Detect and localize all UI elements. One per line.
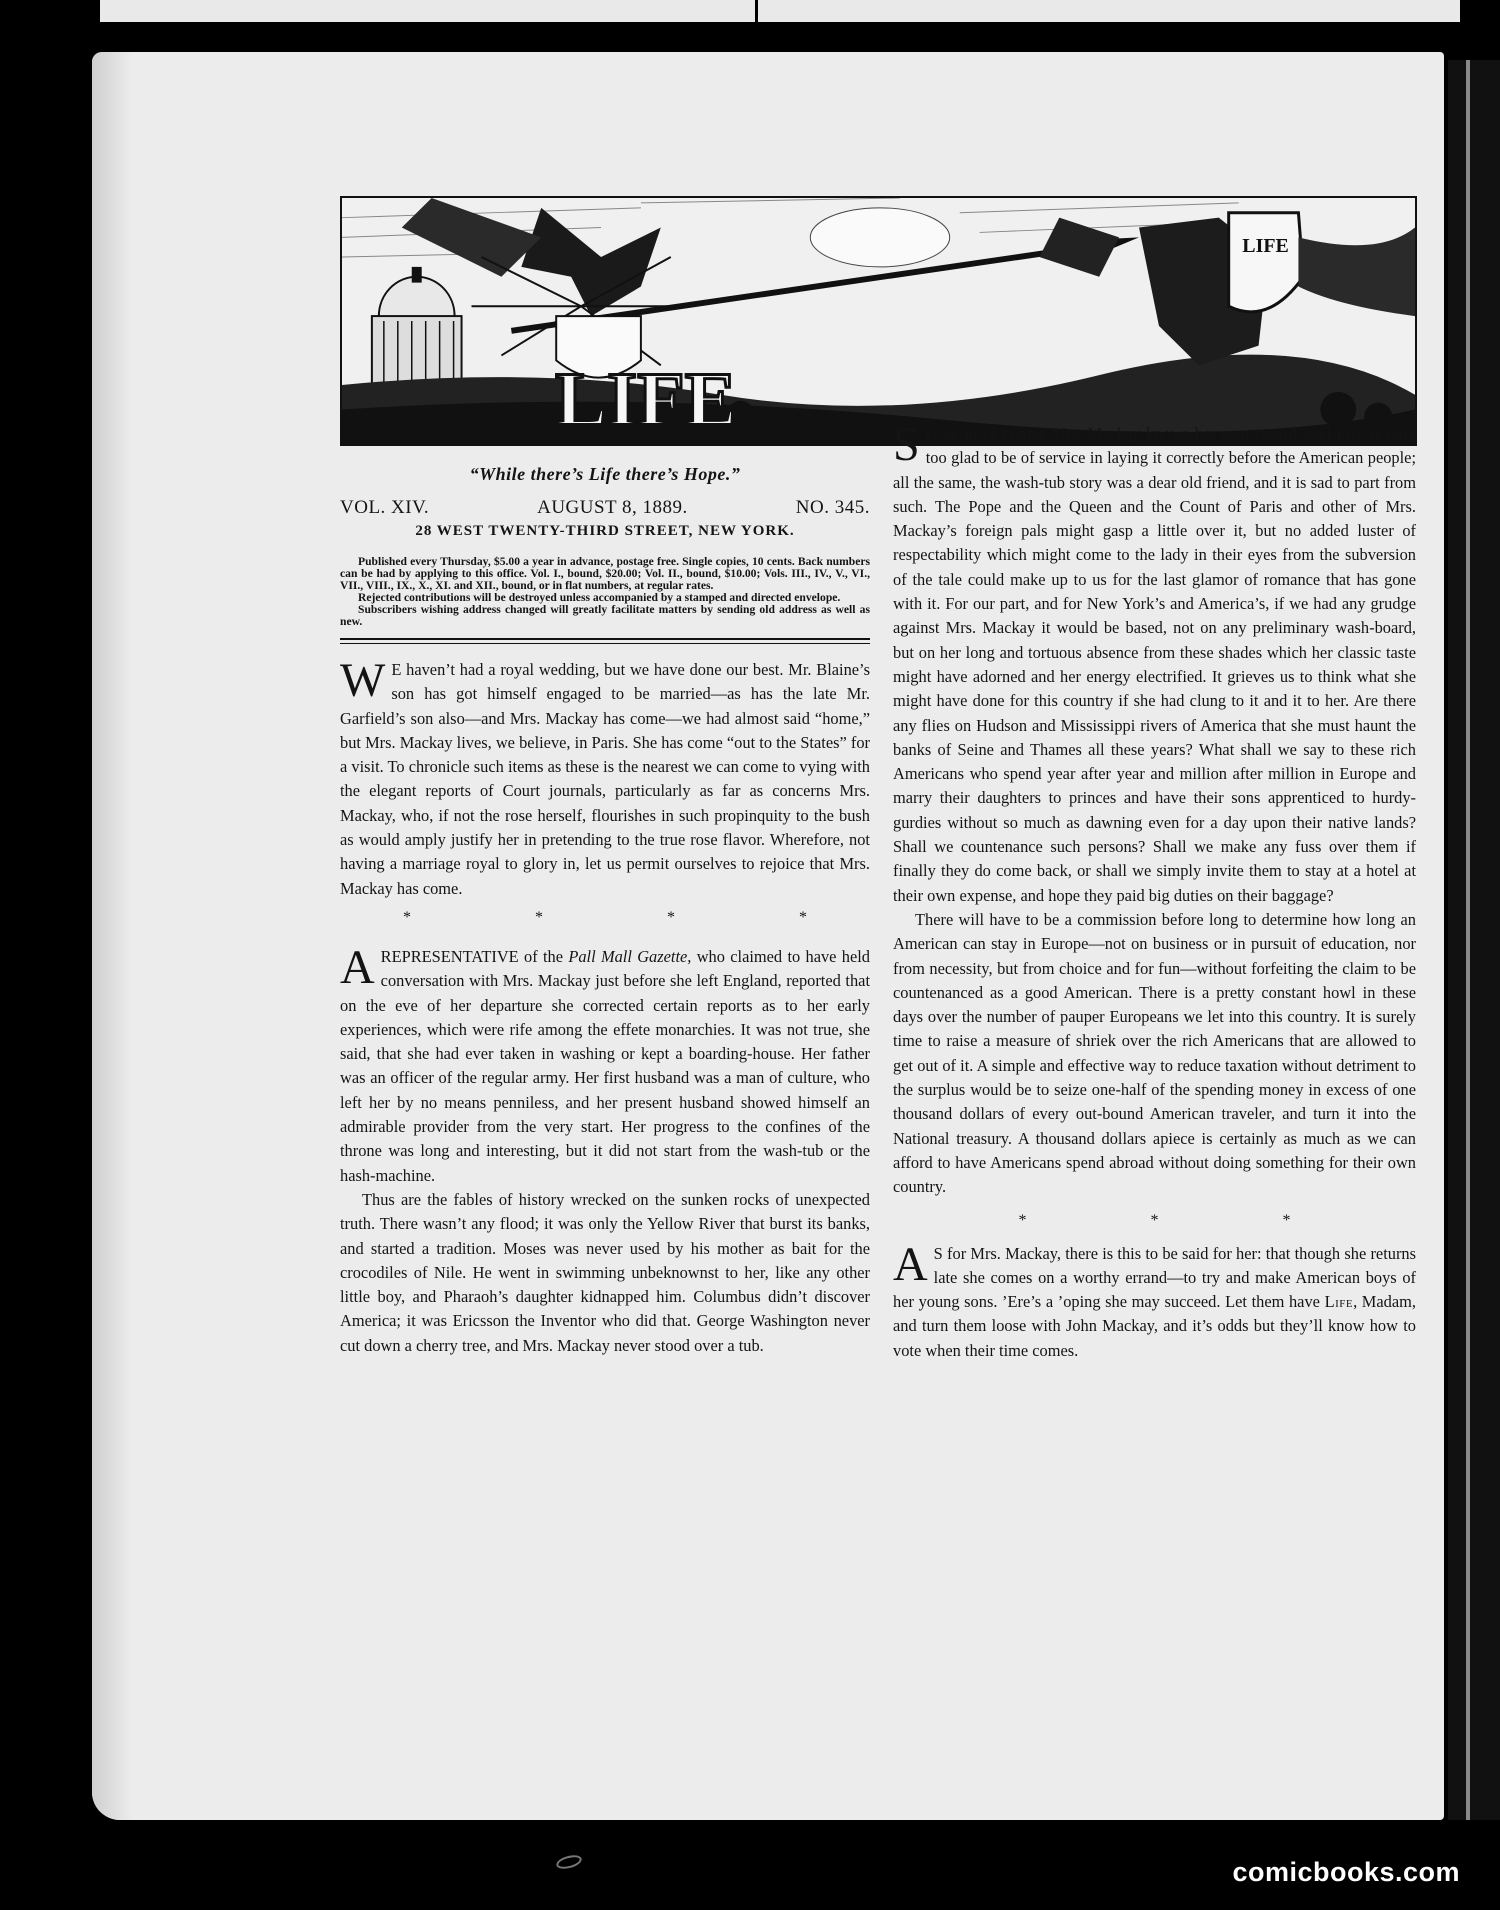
notice-paragraph: Rejected contributions will be destroyed unless accompanied by a stamped and directed envelope. [358,591,841,604]
binding-edge [1448,60,1500,1820]
drop-cap: S [893,418,920,471]
masthead-illustration [340,196,1417,446]
life-logo: LIFE [555,355,737,442]
article-pall-mall [340,940,870,1358]
publication-name: Pall Mall Gazette, [568,946,692,966]
article-lead: S for Mrs. Mackay, there is this to be said for her: that though she returns late she comes on a worthy errand—to try and make American boys of her young sons. ’Ere’s a ’oping she may succeed. Let them have [893,1243,1416,1312]
article-text: is only too glad to be of service in laying it correctly before the American people; all the same, the wash-tub story was a dear old friend, and it is sad to part from such. The Pope and the Queen and the Count of Paris and other of Mrs. Mackay’s foreign pals might gasp a little over it, but no added luster of respectability which might come to the lady in their eyes from the subversion of the tale could make up to us for the last glamor of romance that has gone with it. For our part, and for New York’s and America’s, if we had any grudge against Mrs. Mackay it would be based, not on any preliminary wash-board, but on her long and tortuous absence from these shades which her classic taste might have adorned and her energy electrified. It grieves us to think what she might have done for this country if she had clung to it and it to her. Are there any flies on Hudson and Mississippi rivers of America that she must haunt the banks of Seine and Thames all these years? What shall we say to these rich Americans who spend year after year and million after million in Europe and marry their daughters to princes and have their sons apprenticed to hurdy-gurdies without so much as dawning even for a day upon their native lands? Shall we countenance such persons? Shall we make any fuss over them if finally they do come back, or shall we simply invite them to stay at a hotel at their own expense, and hope they paid big duties on their baggage? [893,424,1416,905]
page-fold-line [755,0,758,22]
page-smudge [555,1853,583,1871]
notice-paragraph: Subscribers wishing address changed will greatly facilitate matters by sending old address as well as new. [340,603,870,628]
life-reference: Life [1336,424,1365,443]
article-paragraph [893,1237,1416,1363]
section-separator: * * * * [403,908,867,926]
article-lead: O be it; of course Mrs. Mackay knows her own record, and [925,424,1337,443]
article-young-sons [893,1237,1416,1363]
motto: “While there’s Life there’s Hope.” [469,464,741,484]
article-paragraph [340,940,870,1188]
left-column [340,454,870,1358]
section-separator: * * * [1018,1211,1351,1229]
drop-cap: A [893,1237,928,1291]
drop-cap: A [340,940,375,994]
article-paragraph: There will have to be a commission before long to determine how long an American can stay in Europe—not on business or in pursuit of education, nor from necessity, but from choice and for fun—without forfeiting the claim to be countenanced as a good American. There is a pretty constant howl in these days over the number of pauper Europeans we let into this country. It is surely time to raise a measure of shriek over the rich Americans that are allowed to get out of it. A simple and effective way to reduce taxation without detriment to the surplus would be to seize one-half of the spending money in excess of one thousand dollars of every out-bound American traveler, and turn it into the National treasury. A thousand dollars apiece is certainly as much as we can afford to have Americans spend abroad without doing something for their own country. [893,909,1416,1197]
dateline [340,497,870,519]
article-text: who claimed to have held conversation with Mrs. Mackay just before she left England, reported that on the eve of her departure she corrected certain reports as to her early experiences, which were rife among the effete monarchies. It was not true, she said, that she had ever taken in washing or kept a boarding-house. Her father was an officer of the regular army. Her first husband was a man of culture, who left her by no means penniless, and her present husband showed himself an admirable provider from the very start. Her progress to the confines of the throne was long and interesting, but it did not start from the wash-tub or the hash-machine. [340,946,870,1185]
issue-date: AUGUST 8, 1889. [537,497,688,518]
masthead-engraving [342,198,1415,444]
publisher-address: 28 WEST TWENTY-THIRD STREET, NEW YORK. [415,523,795,539]
volume-number: VOL. XIV. [340,497,430,518]
section-rule [340,638,870,644]
article-paragraph [340,654,870,901]
article-so-be-it [893,418,1416,1200]
page-shadow [92,52,132,1820]
article-paragraph [893,418,1416,908]
article-paragraph: Thus are the fables of history wrecked on the sunken rocks of unexpected truth. There wasn’t any flood; it was only the Yellow River that burst its banks, and started a tradition. Moses was never used by his mother as bait for the crocodiles of Nile. He went in swimming unbeknownst to her, like any other little boy, and Pharaoh’s daughter kidnapped him. Columbus didn’t discover America; it was Ericsson the Inventor who did that. George Washington never cut down a cherry tree, and Mrs. Mackay never stood over a tub. [340,1189,870,1355]
article-royal-wedding [340,654,870,901]
drop-cap: W [340,654,386,707]
notice-paragraph: Published every Thursday, $5.00 a year in advance, postage free. Single copies, 10 cents. Back numbers can be had by applying to this office. Vol. I., bound, $20.00; Vol. II., bound, $10.00; Vols. III., IV., V., VI., VII., VIII., IX., X., XI. and XII., bound, or in flat numbers, at regular rates. [340,555,870,592]
shield-label: LIFE [1242,235,1289,258]
previous-page-edge [100,0,1460,22]
article-text: E haven’t had a royal wedding, but we have done our best. Mr. Blaine’s son has got himself engaged to be married—as has the late Mr. Garfield’s son also—and Mrs. Mackay has come—we had almost said “home,” but Mrs. Mackay lives, we believe, in Paris. She has come “out to the States” for a visit. To chronicle such items as these is the nearest we can come to vying with the elegant reports of Court journals, particularly as far as concerns Mrs. Mackay, who, if not the rose herself, flourishes in such propinquity to the bush as would amply justify her in pretending to the true rose flavor. Wherefore, not having a marriage royal to glory in, let us permit ourselves to rejoice that Mrs. Mackay has come. [340,660,870,898]
article-lead: REPRESENTATIVE of the [380,946,569,966]
article-text: , Madam, and turn them loose with John Mackay, and it’s odds but they’ll know how to vote when their time comes. [893,1292,1416,1360]
issue-number: NO. 345. [795,497,870,518]
binding-line [1466,60,1470,1820]
subscription-notice [340,556,870,628]
site-watermark: comicbooks.com [1232,1857,1460,1887]
right-column [893,418,1416,1363]
life-reference: Life [1324,1292,1354,1312]
